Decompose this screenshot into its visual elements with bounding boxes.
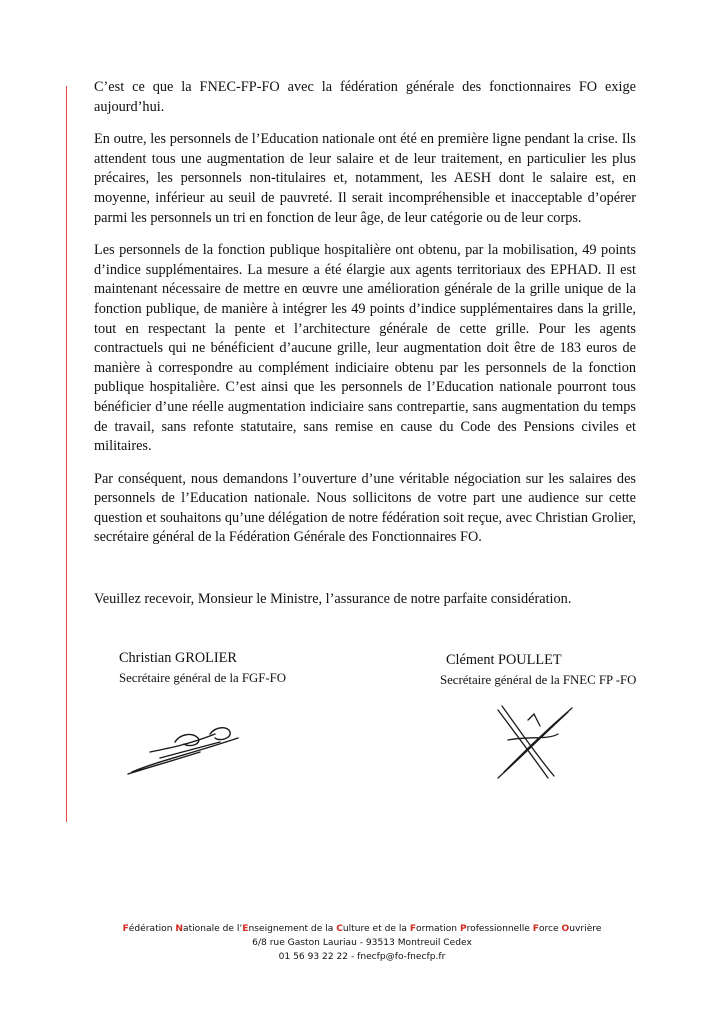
org-text: rofessionnelle (466, 924, 533, 934)
org-text: nseignement de la (248, 924, 337, 934)
org-text: uvrière (569, 924, 602, 934)
paragraph: Par conséquent, nous demandons l’ouverture d’une véritable négociation sur les salaires des personnels de l’Education nationale. Nous sollicitons de votre part une audience sur cette question et souhaitons qu’une délégation de notre fédération soit reçue, avec Christian Grolier, secrétaire général de la Fédération Générale des Fonctionnaires FO. (94, 470, 636, 546)
signatory-right (440, 650, 636, 690)
org-initial: F (122, 924, 129, 934)
org-initial: O (561, 924, 570, 934)
org-text: ulture et de la (342, 924, 410, 934)
closing-line: Veuillez recevoir, Monsieur le Ministre, l’assurance de notre parfaite considération. (94, 591, 572, 608)
org-initial: P (459, 924, 467, 934)
signatory-left (119, 648, 286, 688)
org-initial: F (409, 924, 417, 934)
org-initial: F (532, 924, 539, 934)
org-text: orce (538, 924, 562, 934)
org-initial: E (242, 924, 249, 934)
footer-organisation (0, 922, 724, 936)
org-text: ormation (416, 924, 460, 934)
margin-rule (66, 86, 67, 822)
signatory-role: Secrétaire général de la FNEC FP -FO (440, 673, 637, 687)
paragraph: En outre, les personnels de l’Education nationale ont été en première ligne pendant la crise. Ils attendent tous une augmentation de leur salaire et de leur traitement, en particulier les plus précaires, les personnels non-titulaires et, notamment, les AESH dont le salaire est, en moyenne, inférieur au seuil de pauvreté. Il serait incompréhensible et inacceptable d’opérer parmi les personnels un tri en fonction de leur âge, de leur catégorie ou de leur corps. (94, 131, 636, 226)
signatory-name: Christian GROLIER (119, 650, 237, 666)
signature-grolier (120, 712, 250, 782)
paragraph: C’est ce que la FNEC-FP-FO avec la fédération générale des fonctionnaires FO exige aujourd’hui. (94, 79, 636, 115)
signatory-role: Secrétaire général de la FGF-FO (119, 671, 287, 685)
org-initial: C (336, 924, 343, 934)
org-text: ationale de l’ (183, 924, 243, 934)
signature-poullet (488, 700, 578, 782)
letter-body (94, 78, 636, 623)
footer-address: 6/8 rue Gaston Lauriau - 93513 Montreuil Cedex (252, 938, 472, 948)
paragraph: Les personnels de la fonction publique hospitalière ont obtenu, par la mobilisation, 49 points d’indice supplémentaires. La mesure a été élargie aux agents territoriaux des EPHAD. Il est maintenant nécessaire de mettre en œuvre une amélioration générale de la grille unique de la fonction publique, de manière à intégrer les 49 points d’indice supplémentaires dans la grille, tout en respectant la pente et l’architecture générale de cette grille. Pour les agents contractuels qui ne bénéficient d’aucune grille, leur augmentation doit être de 183 euros de manière à correspondre au complément indiciaire obtenu par les personnels de la fonction publique hospitalière. C’est ainsi que les personnels de l’Education nationale pourront tous bénéficier d’une réelle augmentation indiciaire sans contrepartie, sans augmentation du temps de travail, sans refonte statutaire, sans remise en cause du Code des Pensions civiles et militaires. (94, 242, 636, 455)
footer (0, 922, 724, 964)
signatory-name: Clément POULLET (446, 652, 562, 668)
footer-contact: 01 56 93 22 22 - fnecfp@fo-fnecfp.fr (278, 952, 446, 962)
org-text: édération (128, 924, 176, 934)
org-initial: N (175, 924, 184, 934)
